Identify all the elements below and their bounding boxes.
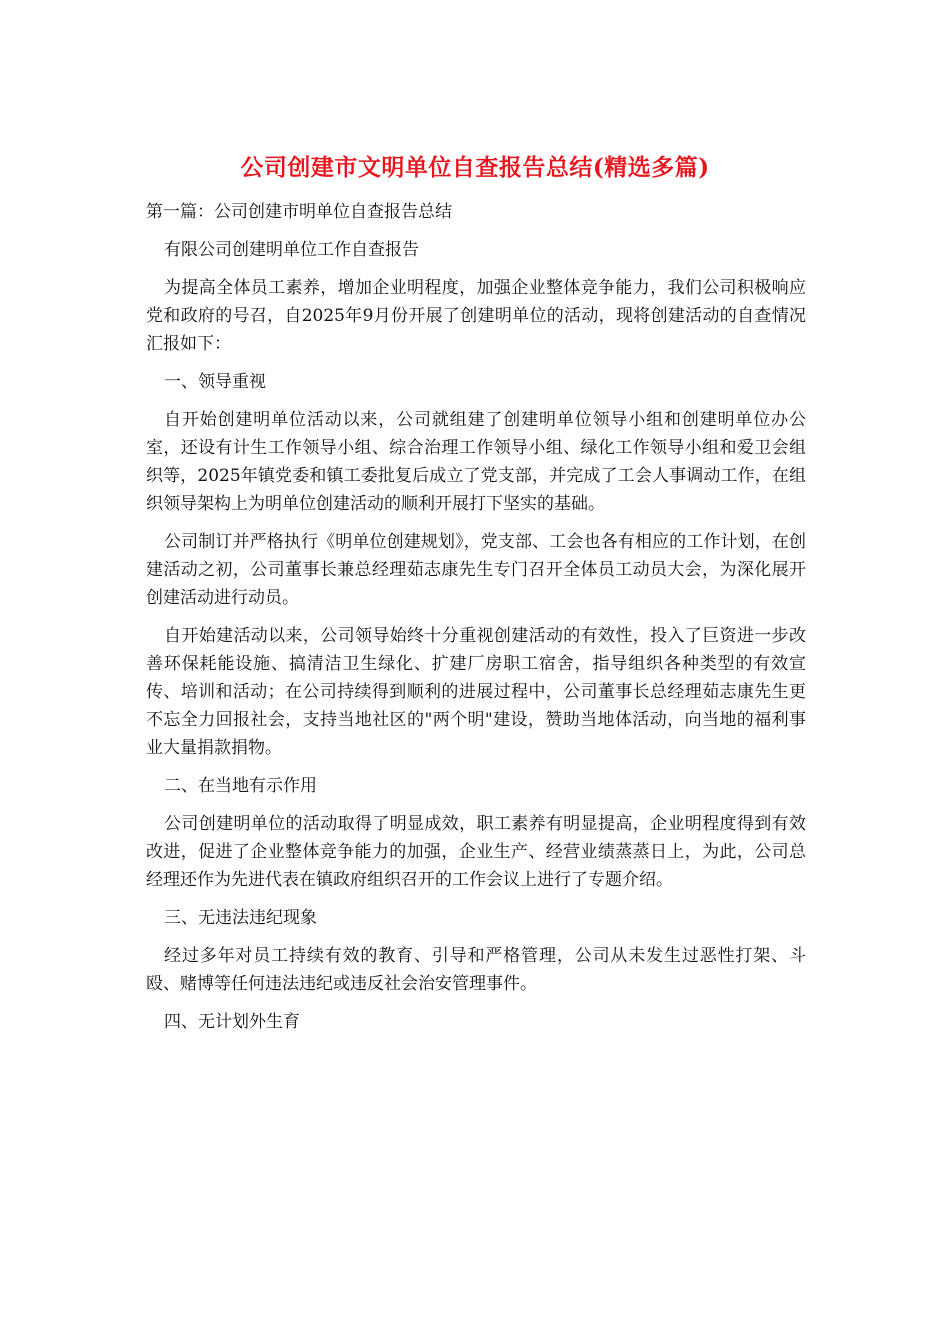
heading-family-planning: 四、无计划外生育 bbox=[164, 1012, 300, 1032]
paragraph-leadership-1: 自开始创建明单位活动以来，公司就组建了创建明单位领导小组和创建明单位办公室，还设有计生工作领导小组、综合治理工作领导小组、绿化工作领导小组和爱卫会组织等，2025年镇党委和镇工委批复后成立了党支部，并完成了工会人事调动工作，在组织领导架构上为明单位创建活动的顺利开展打下坚实的基础。 bbox=[146, 410, 806, 514]
paragraph-local-example: 公司创建明单位的活动取得了明显成效，职工素养有明显提高，企业明程度得到有效改进，促进了企业整体竞争能力的加强，企业生产、经营业绩蒸蒸日上，为此，公司总经理还作为先进代表在镇政府组织召开的工作会议上进行了专题介绍。 bbox=[146, 814, 806, 890]
heading-leadership: 一、领导重视 bbox=[164, 372, 266, 392]
paragraph-no-violations: 经过多年对员工持续有效的教育、引导和严格管理，公司从未发生过恶性打架、斗殴、赌博等任何违法违纪或违反社会治安管理事件。 bbox=[146, 946, 806, 994]
document-title: 公司创建市文明单位自查报告总结(精选多篇) bbox=[240, 154, 710, 181]
heading-local-example: 二、在当地有示作用 bbox=[164, 776, 317, 796]
paragraph-intro: 为提高全体员工素养，增加企业明程度，加强企业整体竞争能力，我们公司积极响应党和政府的号召，自2025年9月份开展了创建明单位的活动，现将创建活动的自查情况汇报如下： bbox=[146, 278, 806, 354]
paragraph-section-title: 第一篇：公司创建市明单位自查报告总结 bbox=[146, 202, 452, 222]
document-body bbox=[146, 198, 806, 1046]
paragraph-report-title: 有限公司创建明单位工作自查报告 bbox=[164, 240, 419, 260]
paragraph-leadership-3: 自开始建活动以来，公司领导始终十分重视创建活动的有效性，投入了巨资进一步改善环保耗能设施、搞清洁卫生绿化、扩建厂房职工宿舍，指导组织各种类型的有效宣传、培训和活动；在公司持续得到顺利的进展过程中，公司董事长总经理茹志康先生更不忘全力回报社会，支持当地社区的"两个明"建设，赞助当地体活动，向当地的福利事业大量捐款捐物。 bbox=[146, 626, 806, 758]
heading-no-violations: 三、无违法违纪现象 bbox=[164, 908, 317, 928]
paragraph-leadership-2: 公司制订并严格执行《明单位创建规划》，党支部、工会也各有相应的工作计划，在创建活动之初，公司董事长兼总经理茹志康先生专门召开全体员工动员大会，为深化展开创建活动进行动员。 bbox=[146, 532, 806, 608]
